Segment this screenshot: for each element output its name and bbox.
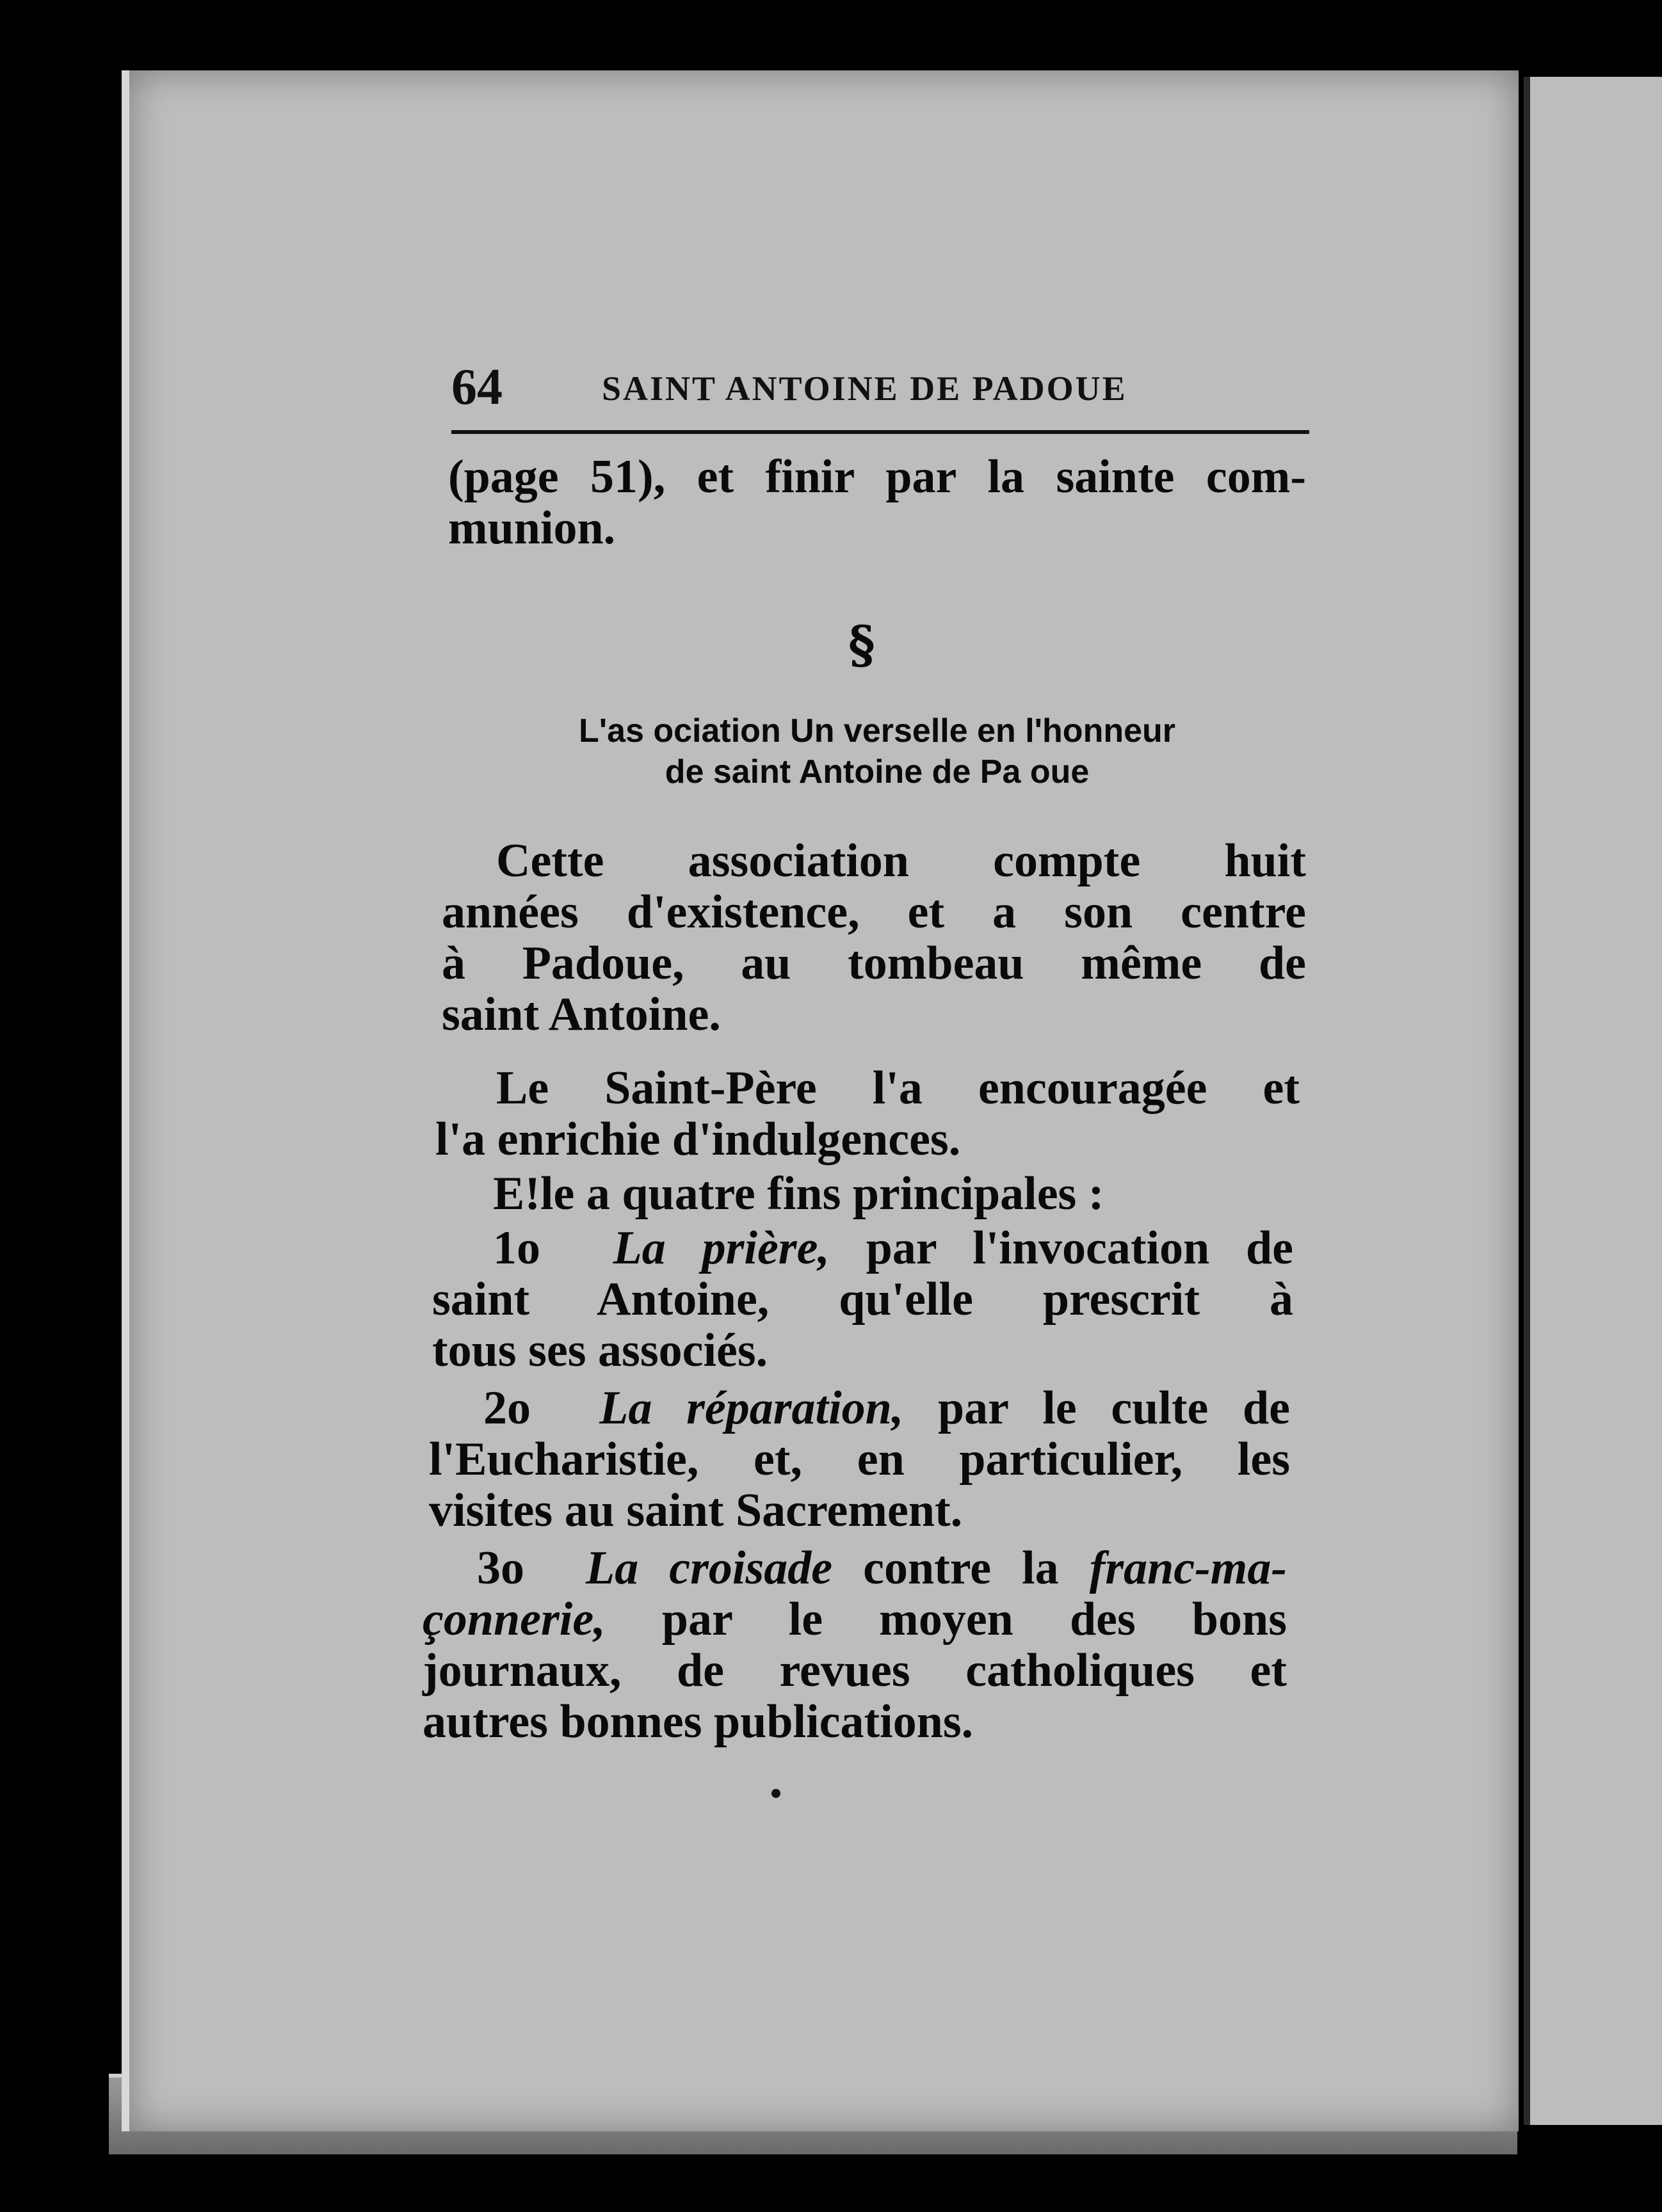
running-title: SAINT ANTOINE DE PADOUE <box>602 369 1127 408</box>
p6-line-3: journaux, de revues catholiques et <box>423 1644 1287 1697</box>
p5-rest: par le culte de <box>937 1382 1291 1434</box>
p4-line-3: tous ses associés. <box>432 1324 768 1377</box>
p6-line-1 <box>423 1543 1287 1594</box>
paragraph-3 <box>493 1168 1389 1219</box>
p1-line-2: années d'existence, et a son centre <box>442 886 1306 938</box>
paragraph-4 <box>432 1222 1293 1376</box>
section-mark: § <box>848 614 875 675</box>
paragraph-2 <box>435 1062 1300 1165</box>
p6-line-2-rest: par le moyen des bons <box>661 1593 1287 1646</box>
p6-line-2 <box>423 1594 1287 1645</box>
p2-line-1: Le Saint-Père l'a encouragée et <box>496 1062 1300 1114</box>
lead-line-1: (page 51), et finir par la sainte com- <box>448 451 1306 503</box>
p4-line-1 <box>432 1222 1293 1274</box>
p5-italic: La réparation, <box>599 1382 904 1434</box>
heading-line-1: L'as ociation Un verselle en l'honneur <box>578 712 1176 749</box>
p3-line-1: E!le a quatre fins principales : <box>493 1167 1104 1220</box>
p4-italic: La prière, <box>613 1222 830 1274</box>
p5-line-1 <box>429 1382 1290 1434</box>
ornament-dot <box>771 1789 780 1798</box>
p1-line-1: Cette association compte huit <box>496 835 1306 887</box>
heading-line-2: de saint Antoine de Pa oue <box>665 753 1090 790</box>
p6-line-4: autres bonnes publications. <box>423 1695 974 1748</box>
lead-paragraph <box>448 451 1306 554</box>
p1-line-4: saint Antoine. <box>442 988 721 1041</box>
p6-italic-2: franc-ma- <box>1089 1542 1287 1594</box>
paragraph-6 <box>423 1543 1287 1747</box>
page-number: 64 <box>451 359 503 415</box>
paragraph-5 <box>429 1382 1290 1536</box>
p6-mid: contre la <box>863 1542 1059 1594</box>
adjacent-page <box>1524 77 1662 2125</box>
p6-line-2-italic: çonnerie, <box>423 1593 606 1646</box>
p4-rest: par l'invocation de <box>866 1222 1294 1274</box>
p4-number: 1o <box>493 1222 540 1274</box>
p5-line-3: visites au saint Sacrement. <box>429 1484 963 1537</box>
p5-number: 2o <box>483 1382 531 1434</box>
p2-line-2: l'a enrichie d'indulgences. <box>435 1113 961 1166</box>
paragraph-1 <box>442 835 1306 1040</box>
p5-line-2: l'Eucharistie, et, en particulier, les <box>429 1433 1290 1486</box>
lead-line-2: munion. <box>448 502 616 554</box>
p6-italic: La croisade <box>586 1542 833 1594</box>
p4-line-2: saint Antoine, qu'elle prescrit à <box>432 1273 1293 1326</box>
section-heading <box>442 710 1312 792</box>
page-header <box>451 358 1309 422</box>
p6-number: 3o <box>477 1542 524 1594</box>
header-rule <box>451 430 1309 434</box>
p1-line-3: à Padoue, au tombeau même de <box>442 937 1306 990</box>
